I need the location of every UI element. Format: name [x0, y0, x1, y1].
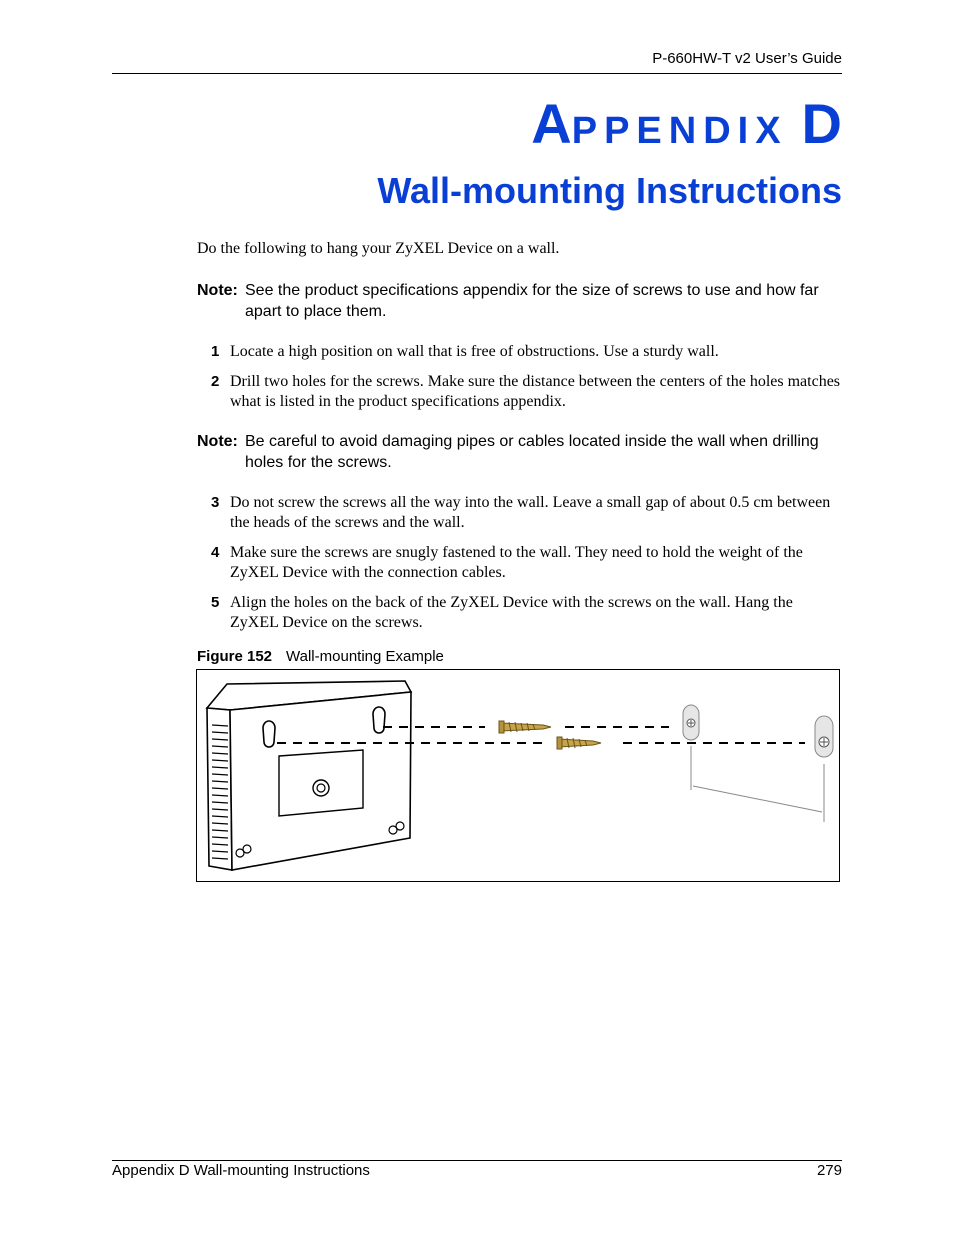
note-screw-size — [197, 280, 842, 322]
note-text: See the product specifications appendix for the size of screws to use and how far apart to place them. — [245, 282, 819, 320]
footer-page-number: 279 — [816, 1162, 842, 1179]
device-back-drawing — [207, 681, 411, 870]
appendix-heading-rest: PPENDIX — [571, 110, 788, 152]
wall-mounting-illustration — [197, 670, 839, 881]
step-5 — [197, 593, 842, 633]
header-rule — [112, 73, 842, 74]
step-4 — [197, 543, 842, 583]
figure-caption — [197, 648, 444, 665]
step-number: 4 — [211, 544, 220, 561]
note-pipes-cables — [197, 431, 842, 473]
appendix-heading-letter: D — [801, 92, 842, 155]
step-2 — [197, 372, 842, 412]
step-text: Align the holes on the back of the ZyXEL Device with the screws on the wall. Hang the ZyXEL Device on the screws. — [230, 594, 793, 631]
step-text: Locate a high position on wall that is free of obstructions. Use a sturdy wall. — [230, 343, 719, 360]
chapter-title: Wall-mounting Instructions — [377, 170, 842, 211]
footer-section-title: Appendix D Wall-mounting Instructions — [112, 1162, 370, 1179]
header-guide-title: P-660HW-T v2 User’s Guide — [652, 50, 842, 67]
wall-anchor-left-icon — [683, 705, 699, 740]
note-label: Note: — [197, 433, 238, 450]
figure-label: Figure 152 — [197, 648, 273, 665]
step-number: 5 — [211, 594, 220, 611]
step-number: 1 — [211, 343, 220, 360]
step-1 — [197, 342, 842, 362]
screw-upper-icon — [499, 721, 551, 733]
note-text: Be careful to avoid damaging pipes or cables located inside the wall when drilling holes for the screws. — [245, 433, 819, 471]
distance-measure-lines — [691, 746, 824, 822]
step-number: 3 — [211, 494, 220, 511]
appendix-heading — [531, 92, 842, 155]
wall-anchor-right-icon — [815, 716, 833, 757]
note-label: Note: — [197, 282, 238, 299]
step-3 — [197, 493, 842, 533]
appendix-heading-initial: A — [531, 92, 572, 155]
step-text: Do not screw the screws all the way into the wall. Leave a small gap of about 0.5 cm between the heads of the screws and the wall. — [230, 494, 831, 531]
step-text: Drill two holes for the screws. Make sure the distance between the centers of the holes matches what is listed in the product specifications appendix. — [230, 373, 841, 410]
step-text: Make sure the screws are snugly fastened to the wall. They need to hold the weight of the ZyXEL Device with the connection cables. — [230, 544, 803, 581]
intro-paragraph: Do the following to hang your ZyXEL Device on a wall. — [197, 240, 560, 257]
wall-mounting-figure — [196, 669, 840, 882]
screw-lower-icon — [557, 737, 601, 749]
footer-rule — [112, 1160, 842, 1161]
step-number: 2 — [211, 373, 220, 390]
figure-title: Wall-mounting Example — [286, 648, 444, 665]
